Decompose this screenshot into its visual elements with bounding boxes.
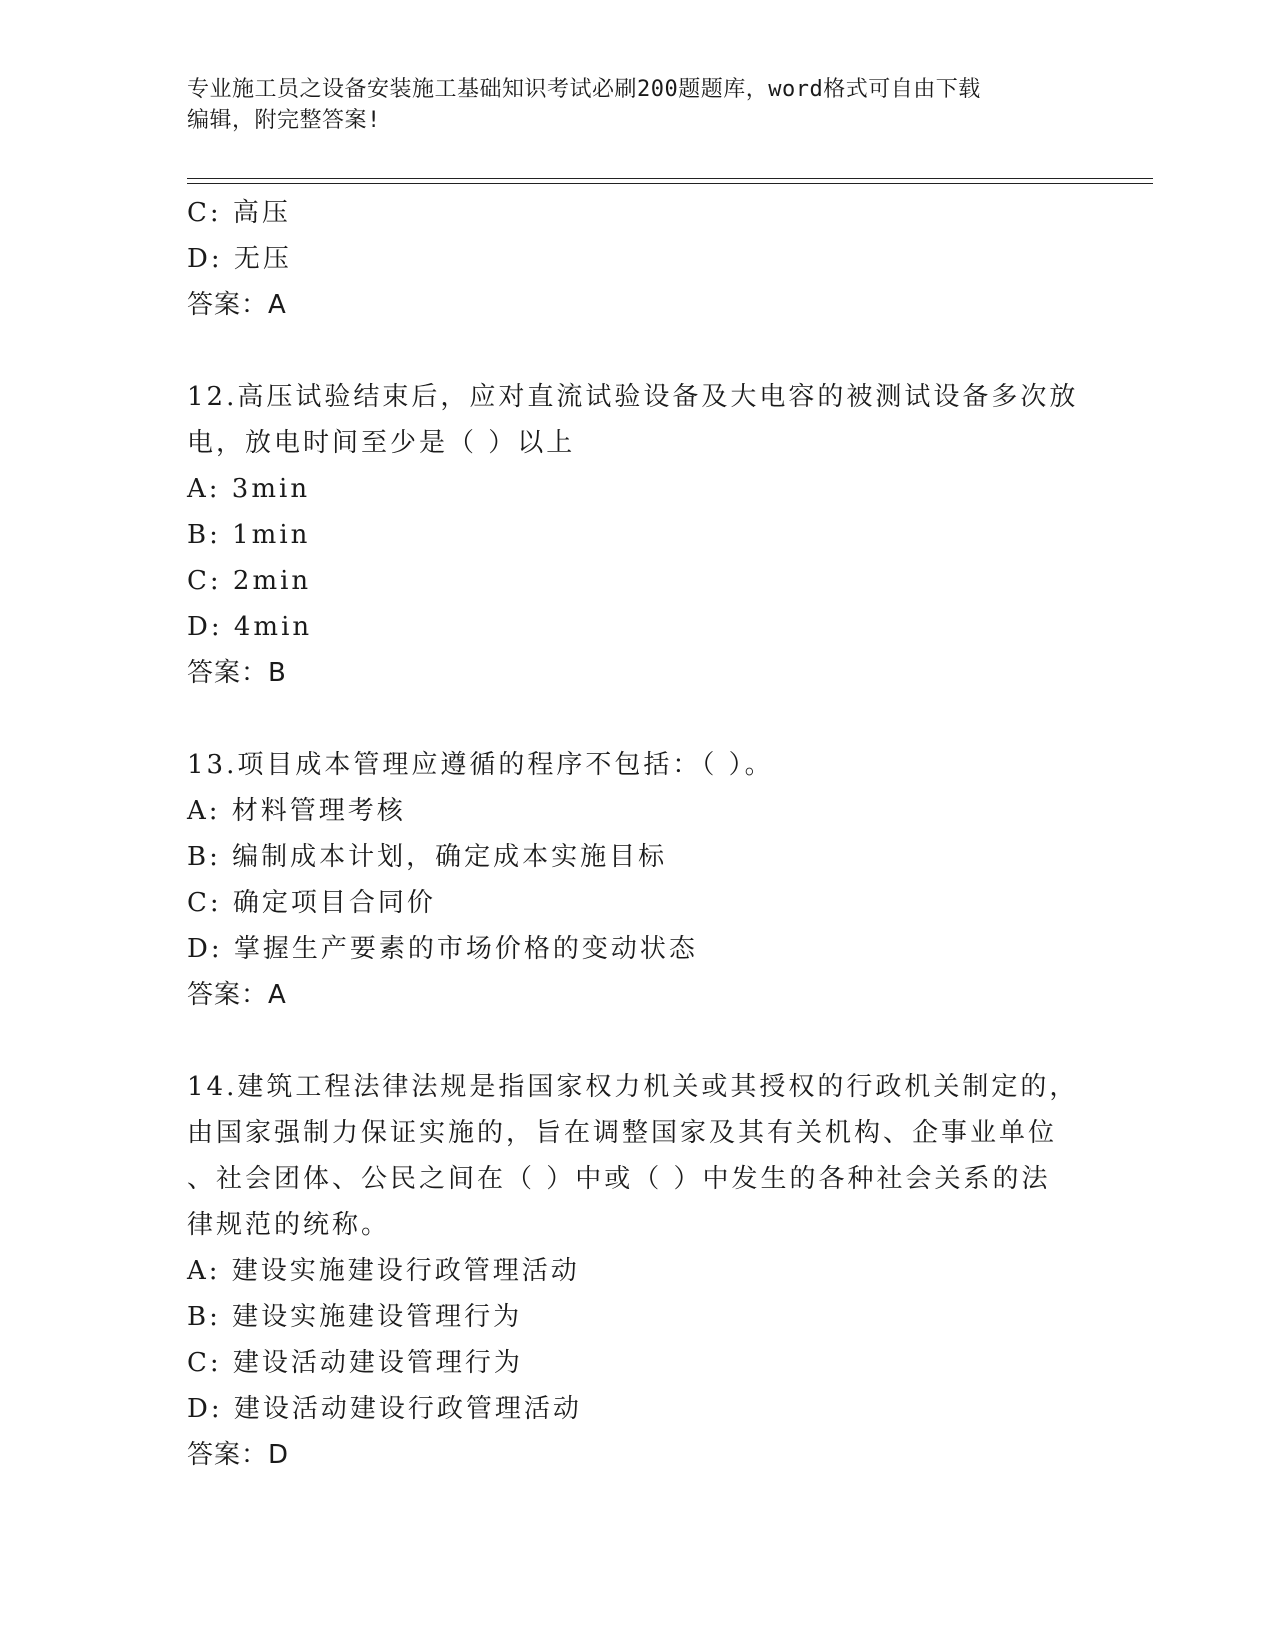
option-c: C: 2min <box>187 566 312 596</box>
option-d: D: 无压 <box>187 244 292 274</box>
question-14 <box>187 1064 1087 1478</box>
question-11 <box>187 190 1087 328</box>
option-c: C: 高压 <box>187 198 291 228</box>
option-d: D: 4min <box>187 612 313 642</box>
answer-label: 答案：B <box>187 658 287 688</box>
answer-label: 答案：D <box>187 1440 290 1470</box>
option-a: A: 3min <box>187 474 311 504</box>
question-stem-line: 电，放电时间至少是（ ）以上 <box>187 428 576 458</box>
question-list <box>187 190 1087 1478</box>
spacer <box>187 696 1087 742</box>
question-stem-line: 13.项目成本管理应遵循的程序不包括：（ ）。 <box>187 750 774 780</box>
option-b: B: 1min <box>187 520 311 550</box>
document-header <box>187 74 1067 136</box>
option-b: B: 编制成本计划，确定成本实施目标 <box>187 842 668 872</box>
spacer <box>187 328 1087 374</box>
header-title-line-2: 编辑，附完整答案! <box>187 108 381 133</box>
option-a: A: 建设实施建设行政管理活动 <box>187 1256 580 1286</box>
answer-label: 答案：A <box>187 980 287 1010</box>
question-stem-line: 12.高压试验结束后，应对直流试验设备及大电容的被测试设备多次放 <box>187 382 1079 412</box>
question-13 <box>187 742 1087 1018</box>
question-stem-line: 律规范的统称。 <box>187 1210 391 1240</box>
header-divider-bottom <box>187 183 1153 184</box>
option-a: A: 材料管理考核 <box>187 796 406 826</box>
header-divider-top <box>187 178 1153 179</box>
option-c: C: 确定项目合同价 <box>187 888 436 918</box>
question-stem-line: 、社会团体、公民之间在（ ）中或（ ）中发生的各种社会关系的法 <box>187 1164 1051 1194</box>
option-c: C: 建设活动建设管理行为 <box>187 1348 523 1378</box>
option-d: D: 建设活动建设行政管理活动 <box>187 1394 582 1424</box>
option-d: D: 掌握生产要素的市场价格的变动状态 <box>187 934 698 964</box>
answer-label: 答案：A <box>187 290 287 320</box>
question-stem-line: 由国家强制力保证实施的，旨在调整国家及其有关机构、企事业单位 <box>187 1118 1058 1148</box>
question-stem-line: 14.建筑工程法律法规是指国家权力机关或其授权的行政机关制定的， <box>187 1072 1079 1102</box>
question-12 <box>187 374 1087 696</box>
option-b: B: 建设实施建设管理行为 <box>187 1302 523 1332</box>
header-title-line-1: 专业施工员之设备安装施工基础知识考试必刷200题题库，word格式可自由下载 <box>187 77 981 102</box>
spacer <box>187 1018 1087 1064</box>
